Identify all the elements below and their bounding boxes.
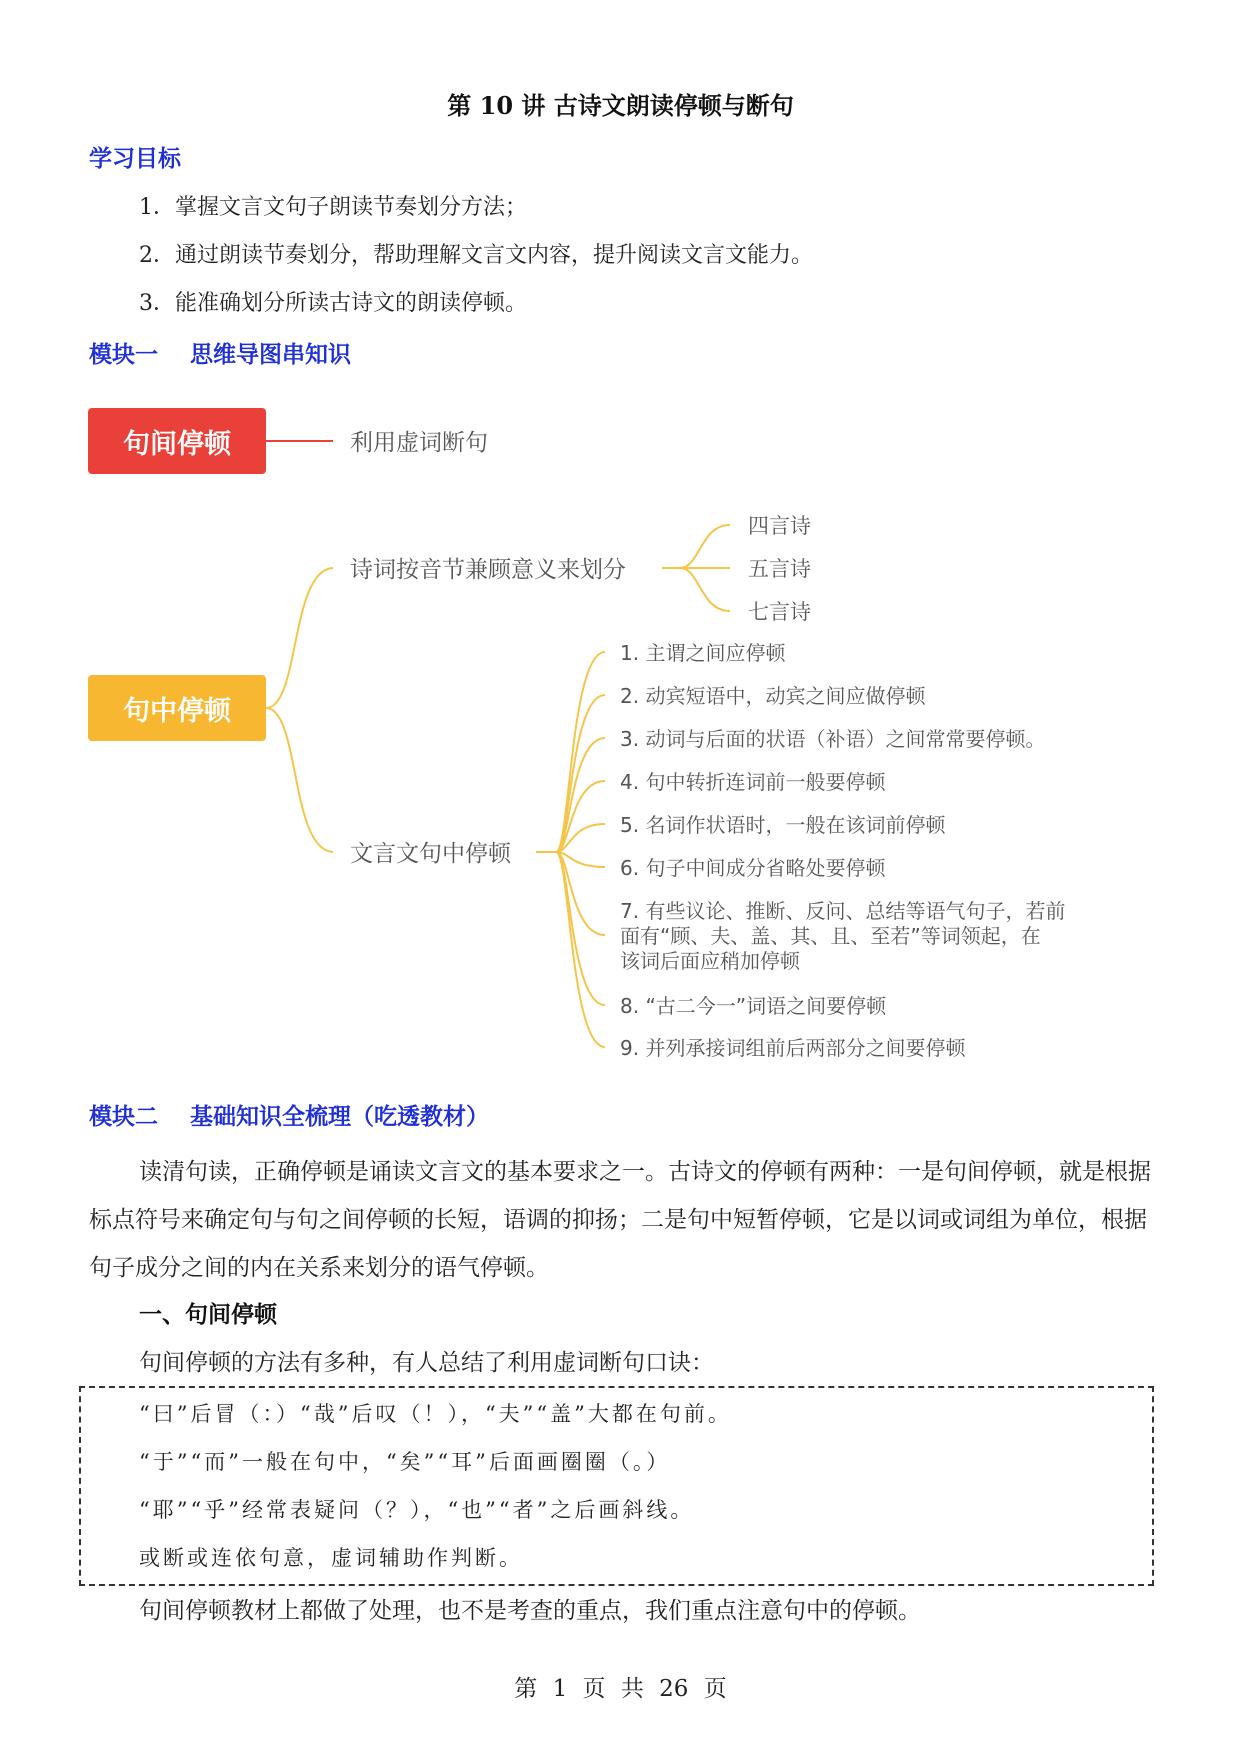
- rule-item: 7. 有些议论、推断、反问、总结等语气句子，若前: [620, 899, 1066, 923]
- rule-item: 5. 名词作状语时，一般在该词前停顿: [620, 813, 946, 837]
- connector-line: [266, 708, 333, 852]
- section1-lead: 句间停顿的方法有多种，有人总结了利用虚词断句口诀：: [139, 1350, 714, 1376]
- connector-line: [680, 568, 730, 611]
- rule-item: 2. 动宾短语中，动宾之间应做停顿: [620, 684, 926, 708]
- module2-heading: 模块二 基础知识全梳理（吃透教材）: [89, 1104, 490, 1130]
- rule-item: 8. “古二今一”词语之间要停顿: [620, 994, 887, 1018]
- poetry-leaf: 四言诗: [748, 514, 811, 538]
- page-footer: 第 1 页 共 26 页: [514, 1676, 727, 1702]
- branch-poetry: 诗词按音节兼顾意义来划分: [350, 557, 626, 583]
- branch-classical: 文言文句中停顿: [350, 841, 511, 867]
- rule-item: 6. 句子中间成分省略处要停顿: [620, 856, 886, 880]
- connector-line: [266, 568, 333, 708]
- goal-item: 1．掌握文言文句子朗读节奏划分方法；: [139, 195, 527, 220]
- goals-heading: 学习目标: [89, 146, 181, 172]
- goal-item: 2．通过朗读节奏划分，帮助理解文言文内容，提升阅读文言文能力。: [139, 243, 813, 268]
- section1-after: 句间停顿教材上都做了处理，也不是考查的重点，我们重点注意句中的停顿。: [139, 1598, 921, 1624]
- rhyme-line: “于”“而”一般在句中，“矣”“耳”后面画圈圈（。）: [139, 1450, 671, 1474]
- goal-item: 3．能准确划分所读古诗文的朗读停顿。: [139, 291, 527, 316]
- intro-paragraph: 读清句读，正确停顿是诵读文言文的基本要求之一。古诗文的停顿有两种：一是句间停顿，就是根据标点符号来确定句与句之间停顿的长短，语调的抑扬；二是句中短暂停顿，它是以词或词组为单位，根据句子成分之间的内在关系来划分的语气停顿。: [89, 1159, 1151, 1281]
- poetry-leaf: 七言诗: [748, 600, 811, 624]
- connector-line: [556, 652, 605, 852]
- rule-item: 1. 主谓之间应停顿: [620, 641, 786, 665]
- node-sentence-between-label: 句间停顿: [123, 429, 231, 460]
- rule-item: 4. 句中转折连词前一般要停顿: [620, 770, 886, 794]
- rhyme-line: “耶”“乎”经常表疑问（？），“也”“者”之后画斜线。: [139, 1498, 695, 1522]
- page-title: 第 10 讲 古诗文朗读停顿与断句: [447, 91, 794, 120]
- branch-function-words: 利用虚词断句: [350, 430, 488, 456]
- module1-heading: 模块一 思维导图串知识: [89, 342, 352, 368]
- poetry-leaf: 五言诗: [748, 557, 811, 581]
- rhyme-line: 或断或连依句意，虚词辅助作判断。: [139, 1546, 523, 1570]
- rule-item: 9. 并列承接词组前后两部分之间要停顿: [620, 1036, 966, 1060]
- connector-line: [556, 852, 605, 1047]
- mind-map: [0, 390, 1241, 1080]
- rule-item: 该词后面应稍加停顿: [620, 949, 800, 973]
- node-sentence-inner-label: 句中停顿: [123, 696, 231, 727]
- rule-item: 面有“顾、夫、盖、其、且、至若”等词领起，在: [620, 924, 1041, 948]
- rule-item: 3. 动词与后面的状语（补语）之间常常要停顿。: [620, 727, 1046, 751]
- section1-heading: 一、句间停顿: [139, 1302, 277, 1328]
- connector-line: [680, 525, 730, 568]
- rhyme-line: “曰”后冒（：）“哉”后叹（！），“夫”“盖”大都在句前。: [139, 1402, 732, 1426]
